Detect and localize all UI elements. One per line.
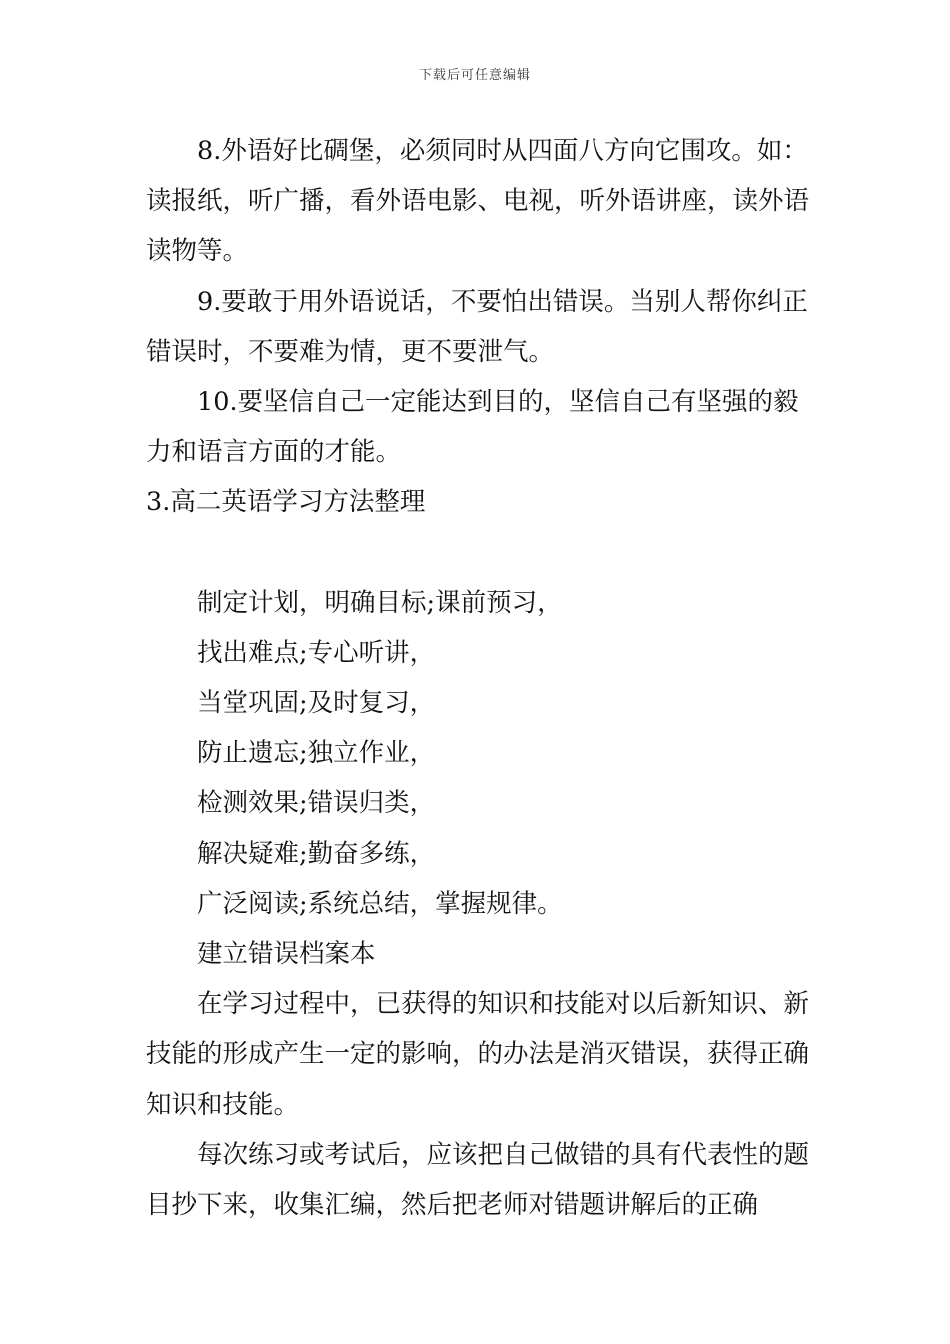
list-line: 广泛阅读;系统总结，掌握规律。: [197, 888, 563, 919]
paragraph: 10.要坚信自己一定能达到目的，坚信自己有坚强的毅力和语言方面的才能。: [146, 387, 799, 468]
paragraph: 每次练习或考试后，应该把自己做错的具有代表性的题目抄下来，收集汇编，然后把老师对错题讲解后的正确: [146, 1139, 810, 1221]
paragraph: 8.外语好比碉堡，必须同时从四面八方向它围攻。如：读报纸，听广播，看外语电影、电视，听外语讲座，读外语读物等。: [146, 136, 810, 267]
list-line: 检测效果;错误归类，: [197, 788, 436, 819]
list-line: 当堂巩固;及时复习，: [197, 688, 436, 719]
paragraph: 9.要敢于用外语说话，不要怕出错误。当别人帮你纠正错误时，不要难为情，更不要泄气。: [146, 286, 808, 367]
list-line: 解决疑难;勤奋多练，: [197, 838, 436, 869]
list-line: 找出难点;专心听讲，: [197, 637, 436, 668]
blank-line: [146, 528, 818, 578]
list-line: 建立错误档案本: [197, 939, 376, 970]
list-line: 制定计划，明确目标;课前预习，: [197, 587, 563, 618]
section-title: 3.高二英语学习方法整理: [146, 487, 426, 518]
list-line: 防止遗忘;独立作业，: [197, 738, 436, 769]
paragraph: 在学习过程中，已获得的知识和技能对以后新知识、新技能的形成产生一定的影响，的办法是消灭错误，获得正确知识和技能。: [146, 989, 810, 1120]
page-header: 下载后可任意编辑: [418, 68, 531, 83]
document-body: [146, 126, 818, 1230]
